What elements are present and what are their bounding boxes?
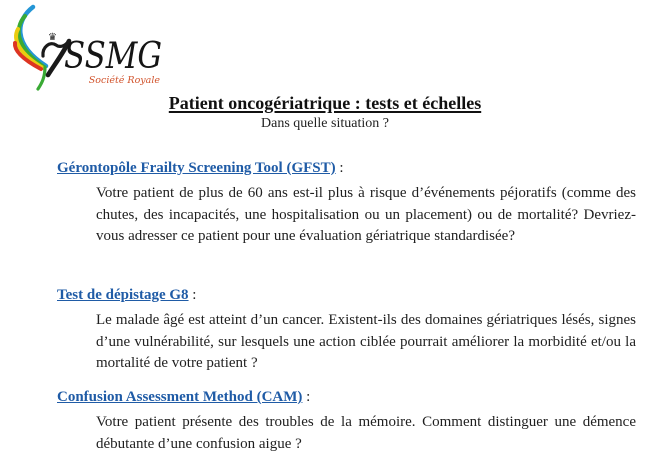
heading-separator: :	[188, 287, 197, 303]
section-body-g8: Le malade âgé est atteint d’un cancer. Existent-ils des domaines gériatriques lésés, signes d’une vulnérabilité, sur lesquels une action ciblée pourrait améliorer la morbidité et/ou la mortalité de votre patient ?	[96, 312, 636, 372]
section-body-gfst: Votre patient de plus de 60 ans est-il plus à risque d’événements péjoratifs (comme des chutes, des incapacités, une hospitalisation ou un placement) ou de mortalité? Devriez-vous adresser ce patient pour une évaluation gériatrique standardisée?	[96, 185, 636, 245]
heading-separator: :	[335, 160, 344, 176]
ssmg-logo	[8, 4, 170, 94]
section-gfst	[57, 159, 636, 248]
crown-icon: ♛	[48, 32, 57, 43]
section-heading-row	[57, 159, 636, 178]
logo-wordmark: SSMG	[64, 36, 162, 77]
logo-subtitle: Société Royale	[88, 75, 160, 86]
document-header	[0, 93, 650, 133]
ssmg-logo-graphic	[8, 4, 170, 94]
section-cam	[57, 388, 636, 455]
section-g8	[57, 286, 636, 375]
section-link-gfst[interactable]: Gérontopôle Frailty Screening Tool (GFST)	[57, 160, 336, 176]
heading-separator: :	[302, 389, 311, 405]
section-body-cam: Votre patient présente des troubles de la mémoire. Comment distinguer une démence débutante d’une confusion aigue ?	[96, 414, 636, 452]
page-subtitle: Dans quelle situation ?	[261, 116, 389, 131]
section-heading-row	[57, 286, 636, 305]
section-link-g8[interactable]: Test de dépistage G8	[57, 287, 189, 303]
section-heading-row	[57, 388, 636, 407]
section-link-cam[interactable]: Confusion Assessment Method (CAM)	[57, 389, 303, 405]
page-title: Patient oncogériatrique : tests et échelles	[168, 93, 482, 113]
